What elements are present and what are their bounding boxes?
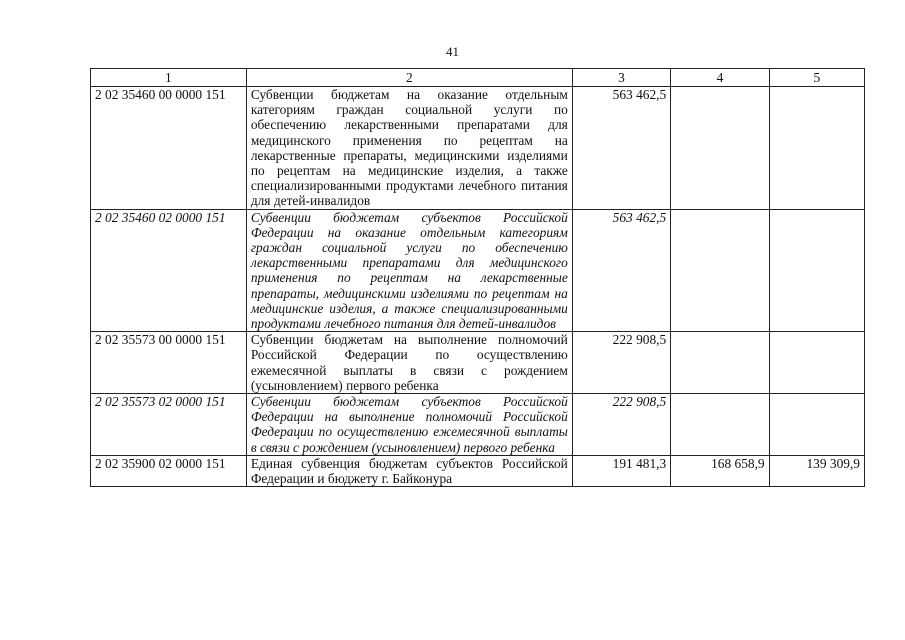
table-row	[91, 87, 865, 210]
amount-col-4: 168 658,9	[671, 455, 769, 486]
amount-col-3: 222 908,5	[572, 394, 670, 456]
table-row	[91, 209, 865, 332]
amount-col-5	[769, 332, 864, 394]
table-row	[91, 394, 865, 456]
amount-col-3: 563 462,5	[572, 209, 670, 332]
amount-col-3: 222 908,5	[572, 332, 670, 394]
amount-col-5	[769, 209, 864, 332]
budget-code: 2 02 35460 00 0000 151	[91, 87, 247, 210]
budget-description: Субвенции бюджетам субъектов Российской Федерации на оказание отдельным категориям граждан социальной услуги по обеспечению лекарственными препаратами для медицинского применения по рецептам на лекарственные препараты, медицинскими изделиями по рецептам на медицинские изделия, а также специализированными продуктами лечебного питания для детей-инвалидов	[246, 209, 572, 332]
table-row	[91, 455, 865, 486]
amount-col-4	[671, 209, 769, 332]
column-header-1: 1	[91, 69, 247, 87]
column-header-4: 4	[671, 69, 769, 87]
page-number: 41	[446, 44, 459, 59]
column-header-2: 2	[246, 69, 572, 87]
budget-description: Единая субвенция бюджетам субъектов Российской Федерации и бюджету г. Байконура	[246, 455, 572, 486]
budget-code: 2 02 35900 02 0000 151	[91, 455, 247, 486]
table-row	[91, 332, 865, 394]
amount-col-3: 563 462,5	[572, 87, 670, 210]
budget-description: Субвенции бюджетам на выполнение полномочий Российской Федерации по осуществлению ежемесячной выплаты в связи с рождением (усыновлением) первого ребенка	[246, 332, 572, 394]
column-header-3: 3	[572, 69, 670, 87]
budget-description: Субвенции бюджетам субъектов Российской Федерации на выполнение полномочий Российской Федерации по осуществлению ежемесячной выплаты в связи с рождением (усыновлением) первого ребенка	[246, 394, 572, 456]
amount-col-5	[769, 394, 864, 456]
amount-col-5: 139 309,9	[769, 455, 864, 486]
amount-col-4	[671, 332, 769, 394]
budget-code: 2 02 35573 02 0000 151	[91, 394, 247, 456]
amount-col-5	[769, 87, 864, 210]
table-header-row	[91, 69, 865, 87]
amount-col-4	[671, 87, 769, 210]
amount-col-3: 191 481,3	[572, 455, 670, 486]
budget-code: 2 02 35460 02 0000 151	[91, 209, 247, 332]
amount-col-4	[671, 394, 769, 456]
budget-table	[90, 68, 865, 487]
budget-code: 2 02 35573 00 0000 151	[91, 332, 247, 394]
column-header-5: 5	[769, 69, 864, 87]
budget-description: Субвенции бюджетам на оказание отдельным категориям граждан социальной услуги по обеспечению лекарственными препаратами для медицинского применения по рецептам на лекарственные препараты, медицинскими изделиями по рецептам на медицинские изделия, а также специализированными продуктами лечебного питания для детей-инвалидов	[246, 87, 572, 210]
